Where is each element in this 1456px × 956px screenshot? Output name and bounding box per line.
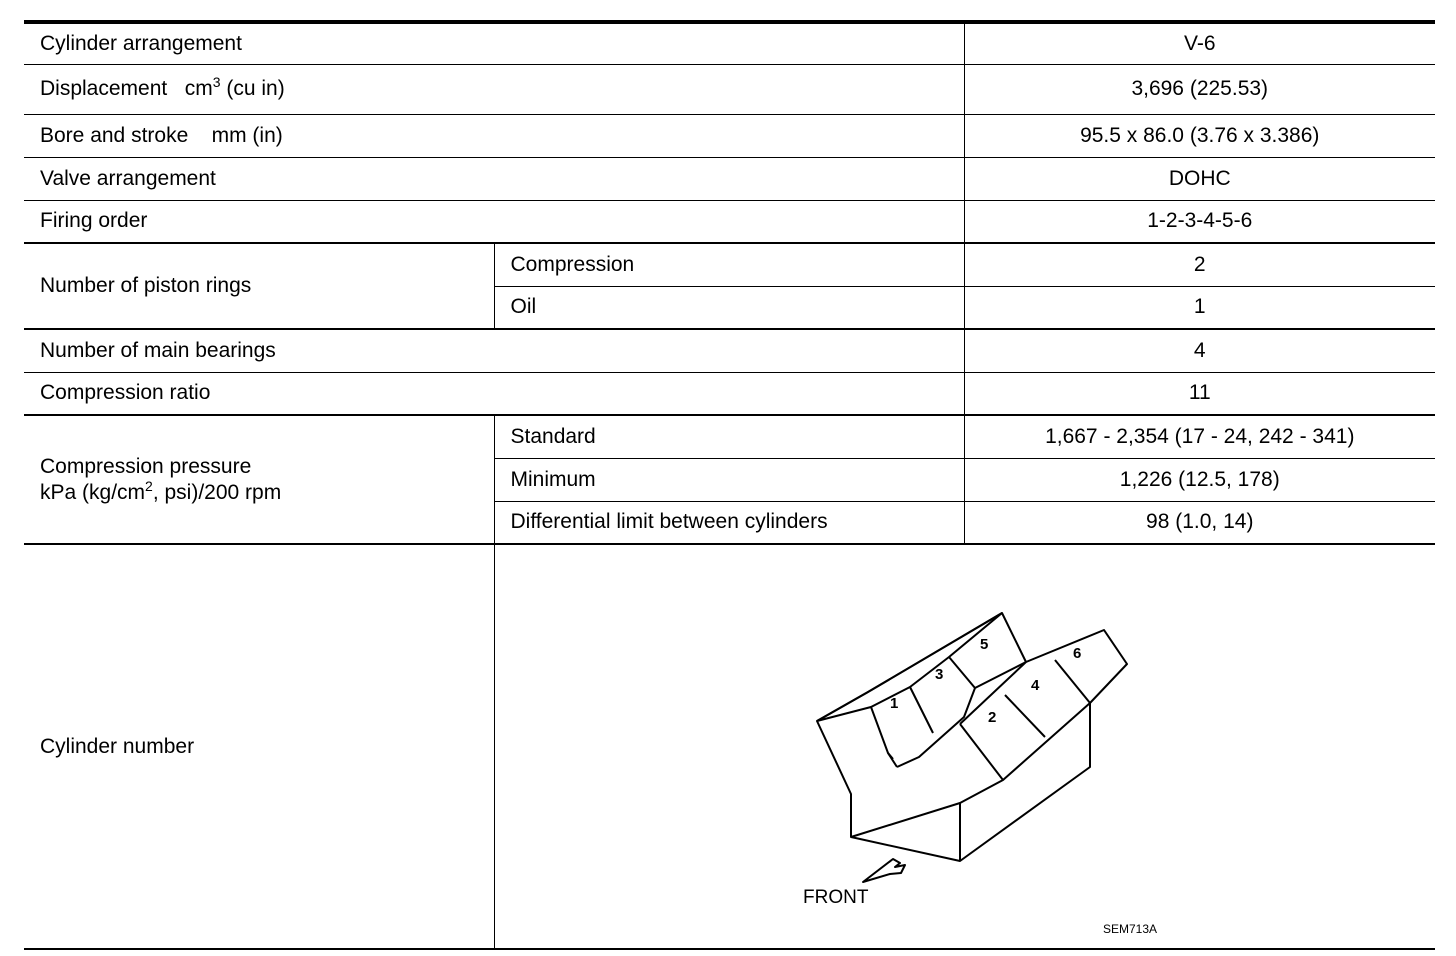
right-bank-front-face [960,703,1090,780]
compression-pressure-unit-prefix: kPa (kg/cm [40,480,146,504]
cylinder-arrangement-value: V-6 [964,22,1435,64]
piston-rings-oil-label: Oil [494,286,964,329]
displacement-value: 3,696 (225.53) [964,64,1435,114]
firing-order-label: Firing order [24,200,964,243]
engine-spec-table [24,20,1435,950]
row-valve-arrangement [24,157,1435,200]
divider-2-4 [1005,695,1045,737]
left-bank-valley-edge [897,662,1026,767]
divider-4-6 [1055,660,1090,703]
row-compression-pressure-standard [24,415,1435,458]
row-main-bearings [24,329,1435,372]
displacement-unit-suffix: (cu in) [220,77,285,100]
v6-engine-block-diagram [495,545,1435,950]
displacement-label: Displacement [40,77,168,100]
compression-ratio-label: Compression ratio [24,372,964,415]
front-label: FRONT [802,887,868,908]
row-firing-order [24,200,1435,243]
compression-pressure-label-line1: Compression pressure [40,454,252,478]
compression-pressure-standard-label: Standard [494,415,964,458]
row-bore-stroke [24,114,1435,157]
base-edge [851,803,960,837]
displacement-unit-prefix: cm [184,77,213,100]
valve-arrangement-value: DOHC [964,157,1435,200]
cylinder-label-6: 6 [1072,645,1081,662]
divider-3-5 [949,657,975,688]
displacement-label-cell [24,64,964,114]
main-bearings-value: 4 [964,329,1435,372]
cylinder-label-3: 3 [934,666,943,683]
compression-pressure-standard-value: 1,667 - 2,354 (17 - 24, 242 - 341) [964,415,1435,458]
cylinder-label-5: 5 [979,636,988,653]
divider-1-3 [910,687,933,733]
valve-arrangement-label: Valve arrangement [24,157,964,200]
row-displacement [24,64,1435,114]
row-piston-rings-compression [24,243,1435,286]
compression-pressure-differential-label: Differential limit between cylinders [494,501,964,544]
compression-pressure-label-cell [24,415,494,544]
bore-stroke-label-cell [24,114,964,157]
left-bank-inner-top [871,613,1002,707]
compression-pressure-unit-suffix: , psi)/200 rpm [152,480,282,504]
compression-pressure-minimum-label: Minimum [494,458,964,501]
cylinder-arrangement-label: Cylinder arrangement [24,22,964,64]
cylinder-number-label: Cylinder number [24,544,494,949]
piston-rings-compression-label: Compression [494,243,964,286]
cylinder-label-4: 4 [1030,677,1039,694]
piston-rings-oil-value: 1 [964,286,1435,329]
reference-code: SEM713A [1102,922,1157,936]
piston-rings-compression-value: 2 [964,243,1435,286]
displacement-unit-sup: 3 [212,74,221,90]
compression-pressure-differential-value: 98 (1.0, 14) [964,501,1435,544]
compression-ratio-value: 11 [964,372,1435,415]
cylinder-diagram-cell [494,544,1435,949]
row-compression-ratio [24,372,1435,415]
compression-pressure-unit-sup: 2 [145,477,153,494]
left-bank-front-face [817,707,897,767]
piston-rings-label: Number of piston rings [24,243,494,329]
compression-pressure-label-line2 [40,477,494,506]
compression-pressure-minimum-value: 1,226 (12.5, 178) [964,458,1435,501]
right-bank-side [960,780,1003,861]
bore-stroke-label: Bore and stroke [40,123,189,147]
front-arrow-icon [863,859,905,882]
main-bearings-label: Number of main bearings [24,329,964,372]
firing-order-value: 1-2-3-4-5-6 [964,200,1435,243]
bore-stroke-value: 95.5 x 86.0 (3.76 x 3.386) [964,114,1435,157]
bore-stroke-unit: mm (in) [211,123,283,147]
left-bank-top-edge [817,613,1002,721]
cylinder-label-2: 2 [987,709,996,726]
row-cylinder-number [24,544,1435,949]
row-cylinder-arrangement [24,22,1435,64]
cylinder-label-1: 1 [889,695,898,712]
